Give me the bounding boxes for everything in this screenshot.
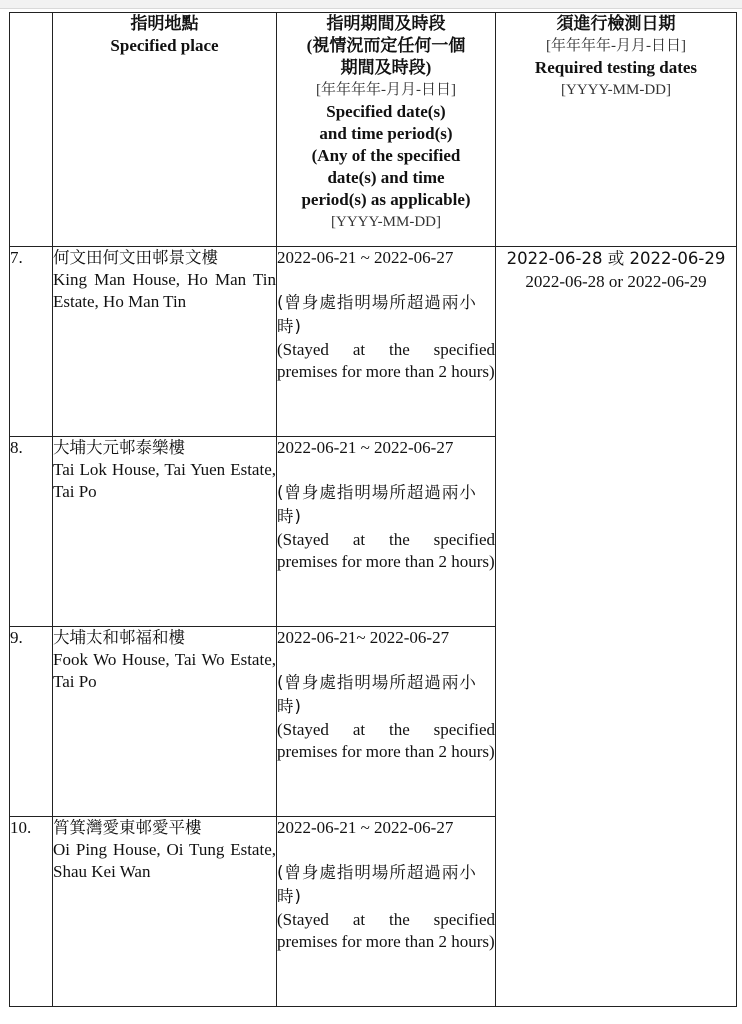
period-dates: 2022-06-21 ~ 2022-06-27 <box>277 818 454 837</box>
page-top-edge <box>0 0 742 9</box>
header-testing-cell <box>496 13 737 247</box>
header-period-en-5: period(s) as applicable) <box>301 190 471 209</box>
header-period-en-3: (Any of the specified <box>311 146 461 165</box>
header-period-en-1: Specified date(s) <box>326 102 446 121</box>
row-number: 7. <box>10 247 53 437</box>
place-name-zh: 何文田何文田邨景文樓 <box>53 248 218 267</box>
header-testing-format-zh: [年年年年-月月-日日] <box>546 38 686 54</box>
period-cell <box>277 247 496 437</box>
header-place-en: Specified place <box>110 36 219 55</box>
place-name-en: Tai Lok House, Tai Yuen Estate, Tai Po <box>53 460 276 501</box>
header-testing-format-en: [YYYY-MM-DD] <box>561 82 671 98</box>
header-period-zh-1: 指明期間及時段 <box>326 14 446 33</box>
place-name-en: Fook Wo House, Tai Wo Estate, Tai Po <box>53 650 276 691</box>
stay-note-zh: (曾身處指明場所超過兩小時) <box>277 483 477 526</box>
place-name-zh: 大埔大元邨泰樂樓 <box>53 438 185 457</box>
header-testing-zh: 須進行檢測日期 <box>556 14 676 33</box>
header-period-format-en: [YYYY-MM-DD] <box>331 214 441 230</box>
testing-dates-en: 2022-06-28 or 2022-06-29 <box>525 272 707 291</box>
specified-places-table <box>9 12 737 1007</box>
stay-note-en: (Stayed at the specified premises for more than 2 hours) <box>277 910 495 951</box>
place-cell <box>53 437 277 627</box>
table-row <box>10 247 737 437</box>
header-period-cell <box>277 13 496 247</box>
place-cell <box>53 817 277 1007</box>
header-period-zh-3: 期間及時段) <box>340 58 432 77</box>
place-cell <box>53 627 277 817</box>
period-cell <box>277 817 496 1007</box>
testing-dates-zh: 2022-06-28 或 2022-06-29 <box>506 249 726 268</box>
place-cell <box>53 247 277 437</box>
row-number: 10. <box>10 817 53 1007</box>
place-name-zh: 筲箕灣愛東邨愛平樓 <box>53 818 202 837</box>
table-header-row <box>10 13 737 247</box>
period-dates: 2022-06-21~ 2022-06-27 <box>277 628 450 647</box>
header-period-format-zh: [年年年年-月月-日日] <box>316 82 456 98</box>
testing-dates-cell <box>496 247 737 1007</box>
header-place-cell <box>53 13 277 247</box>
stay-note-en: (Stayed at the specified premises for more than 2 hours) <box>277 530 495 571</box>
row-number: 8. <box>10 437 53 627</box>
period-dates: 2022-06-21 ~ 2022-06-27 <box>277 438 454 457</box>
header-period-en-4: date(s) and time <box>327 168 445 187</box>
period-cell <box>277 437 496 627</box>
period-cell <box>277 627 496 817</box>
header-period-en-2: and time period(s) <box>319 124 453 143</box>
stay-note-zh: (曾身處指明場所超過兩小時) <box>277 863 477 906</box>
stay-note-en: (Stayed at the specified premises for more than 2 hours) <box>277 340 495 381</box>
stay-note-zh: (曾身處指明場所超過兩小時) <box>277 673 477 716</box>
row-number: 9. <box>10 627 53 817</box>
header-testing-en: Required testing dates <box>534 58 698 77</box>
stay-note-en: (Stayed at the specified premises for more than 2 hours) <box>277 720 495 761</box>
place-name-en: Oi Ping House, Oi Tung Estate, Shau Kei Wan <box>53 840 276 881</box>
header-place-zh: 指明地點 <box>130 14 199 33</box>
period-dates: 2022-06-21 ~ 2022-06-27 <box>277 248 454 267</box>
stay-note-zh: (曾身處指明場所超過兩小時) <box>277 293 477 336</box>
place-name-zh: 大埔太和邨福和樓 <box>53 628 185 647</box>
header-period-zh-2: (視情況而定任何一個 <box>306 36 466 55</box>
place-name-en: King Man House, Ho Man Tin Estate, Ho Man Tin <box>53 270 276 311</box>
header-number-cell <box>10 13 53 247</box>
